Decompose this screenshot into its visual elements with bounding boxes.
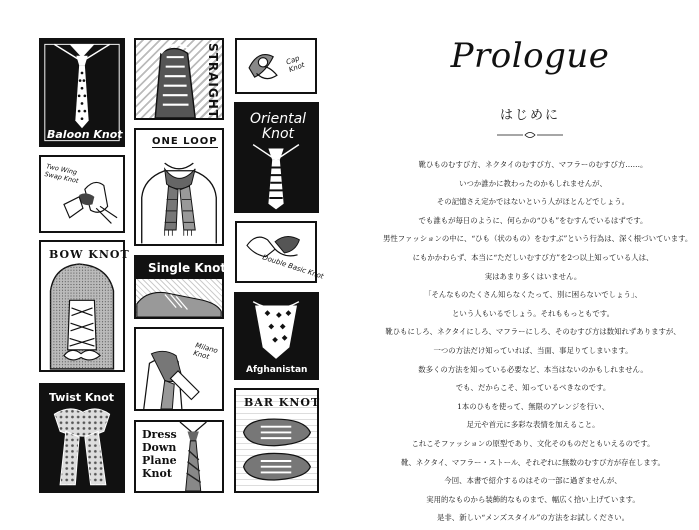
body-line: 一つの方法だけ知っていれば、当面、事足りてしまいます。 xyxy=(433,345,633,355)
card-single-knot xyxy=(134,255,227,319)
body-line: 実はあまり多くはいません。 xyxy=(484,271,582,281)
body-line: 数多くの方法を知っている必要など、本当はないのかもしれません。 xyxy=(418,364,648,374)
label-afghanistan: Afghanistan xyxy=(246,365,308,375)
card-cap-knot xyxy=(235,38,317,94)
card-bar-knot xyxy=(234,388,319,493)
card-dress-down-plane-knot xyxy=(134,420,224,493)
body-line: 靴ひものむすび方、ネクタイのむすび方、マフラーのむすび方……。 xyxy=(418,160,648,169)
label-baloon-knot: Baloon Knot xyxy=(47,128,123,141)
milano-scarf-illustration xyxy=(136,329,222,409)
body-line: でも誰もが毎日のように、何らかの“ひも”をむすんでいるはずです。 xyxy=(418,215,648,225)
page-subtitle: はじめに xyxy=(499,108,560,123)
body-line: その記憶さえ定かではないという人がほとんどでしょう。 xyxy=(436,197,630,207)
body-line: 実用的なものから装飾的なものまで、幅広く拾い上げています。 xyxy=(426,494,640,504)
label-cap-knot: Cap Knot xyxy=(285,54,306,74)
body-line: いつか誰かに教わったのかもしれませんが、 xyxy=(459,178,607,188)
card-straight xyxy=(134,38,224,120)
body-line: 今回、本書で紹介するのはその一部に過ぎませんが、 xyxy=(444,476,622,486)
card-bow-knot xyxy=(39,240,130,372)
body-line: 靴ひもにしろ、ネクタイにしろ、マフラーにしろ、そのむすび方は数知れずありますが、 xyxy=(385,327,681,337)
label-double-basic-knot: Double Basic Knot xyxy=(261,253,325,281)
body-line: 男性ファッションの中に、“ひも（状のもの）をむすぶ”という行為は、深く根づいています。 xyxy=(383,234,693,244)
card-milano-knot xyxy=(134,327,224,411)
card-twist-knot xyxy=(39,383,125,493)
label-straight: STRAIGHT xyxy=(206,43,220,119)
body-line: 「そんなものたくさん知らなくたって、別に困らないでしょう」、 xyxy=(424,290,642,300)
label-one-loop: ONE LOOP xyxy=(152,136,218,147)
body-line: という人もいるでしょう。それももっともです。 xyxy=(452,308,614,318)
body-line: 足元や首元に多彩な表情を加えること。 xyxy=(466,420,600,430)
label-twist-knot: Twist Knot xyxy=(49,391,115,404)
body-line: これこそファッションの原型であり、文化そのものだともいえるのです。 xyxy=(411,438,655,448)
card-one-loop xyxy=(134,128,224,246)
label-single-knot: Single Knot xyxy=(148,261,227,275)
label-milano-knot: Milano Knot xyxy=(192,341,219,362)
body-line: にもかかわらず、本当に“ただしいむすび方”を2つ以上知っている人は、 xyxy=(412,252,654,262)
body-line: 1本のひもを使って、無限のアレンジを行い、 xyxy=(457,401,609,411)
card-baloon-knot xyxy=(39,38,125,147)
card-afghanistan xyxy=(234,292,319,380)
body-line: 靴、ネクタイ、マフラー・ストール、それぞれに無数のむすび方が存在します。 xyxy=(401,457,665,467)
card-two-wing-swap-knot xyxy=(39,155,125,233)
page-title: Prologue xyxy=(450,36,610,76)
body-line: でも、だからこそ、知っているべきなのです。 xyxy=(455,383,611,393)
label-bow-knot: BOW KNOT xyxy=(49,248,130,261)
body-line: 是非、新しい“メンズスタイル”の方法をお試しください。 xyxy=(437,513,629,523)
prologue-body xyxy=(383,156,693,528)
label-dress-down-plane-knot: Dress Down Plane Knot xyxy=(142,428,177,480)
card-double-basic-knot xyxy=(235,221,325,283)
bow-knot-shoe-illustration xyxy=(41,242,123,370)
ornament-divider-icon xyxy=(495,130,565,140)
label-bar-knot: BAR KNOT xyxy=(244,396,321,409)
label-oriental-knot: Oriental Knot xyxy=(249,111,307,142)
label-two-wing-swap-knot: Two Wing Swap Knot xyxy=(43,162,80,185)
card-oriental-knot xyxy=(234,102,319,213)
